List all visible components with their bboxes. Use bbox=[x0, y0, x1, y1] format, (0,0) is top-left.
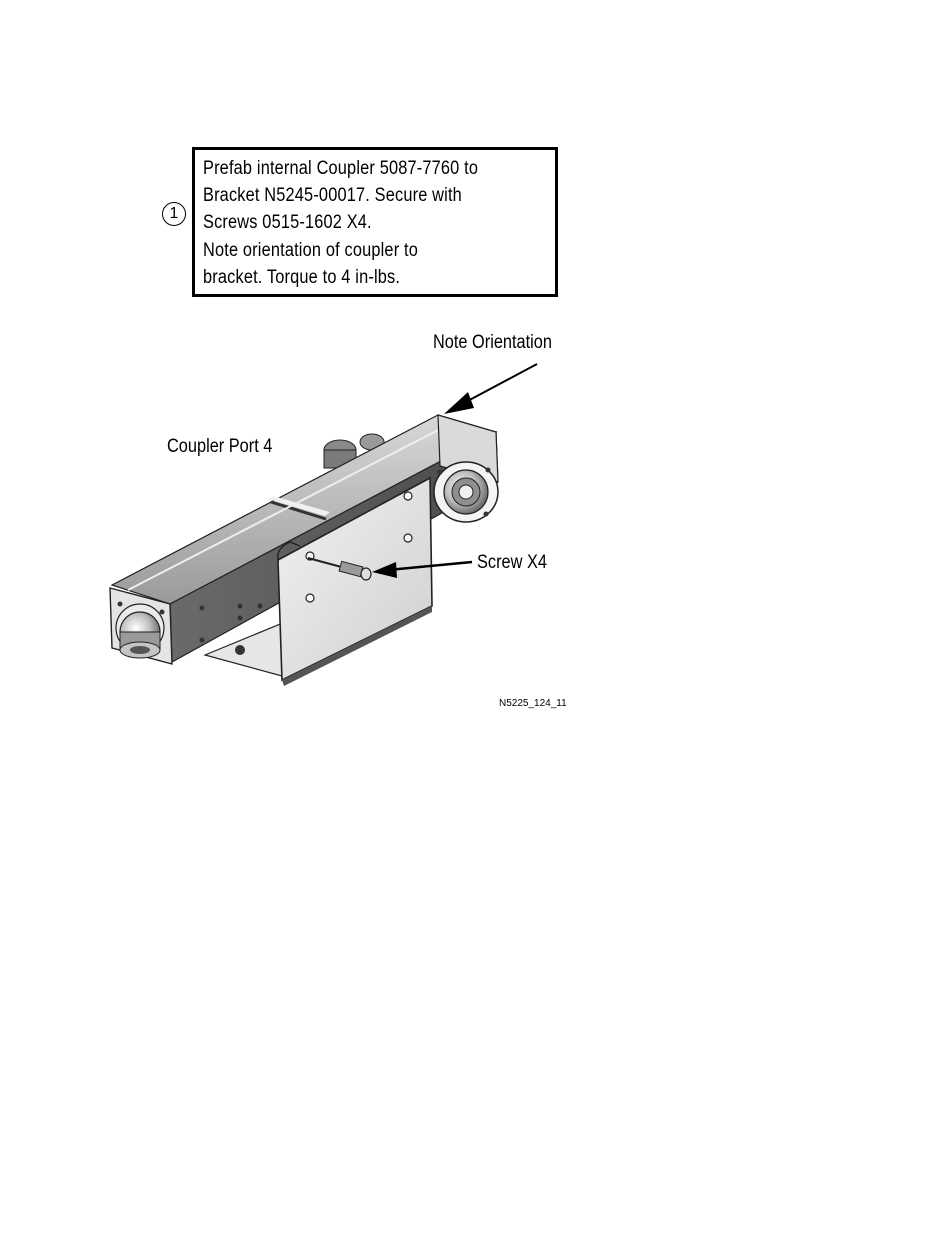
instruction-line: Screws 0515-1602 X4. bbox=[203, 212, 372, 234]
instruction-line: Prefab internal Coupler 5087-7760 to bbox=[203, 158, 479, 179]
right-connector bbox=[434, 462, 498, 522]
note-orientation-label: Note Orientation bbox=[433, 332, 552, 353]
instruction-line: bracket. Torque to 4 in-lbs. bbox=[203, 266, 401, 288]
instruction-line: Note orientation of coupler to bbox=[203, 239, 418, 261]
orientation-arrow bbox=[444, 364, 537, 414]
instruction-line: Bracket N5245-00017. Secure with bbox=[203, 185, 462, 207]
figure-id: N5225_124_11 bbox=[499, 698, 567, 709]
coupler-port-label: Coupler Port 4 bbox=[167, 436, 273, 457]
step-number-badge: 1 bbox=[162, 202, 186, 226]
screw-label: Screw X4 bbox=[477, 552, 547, 573]
